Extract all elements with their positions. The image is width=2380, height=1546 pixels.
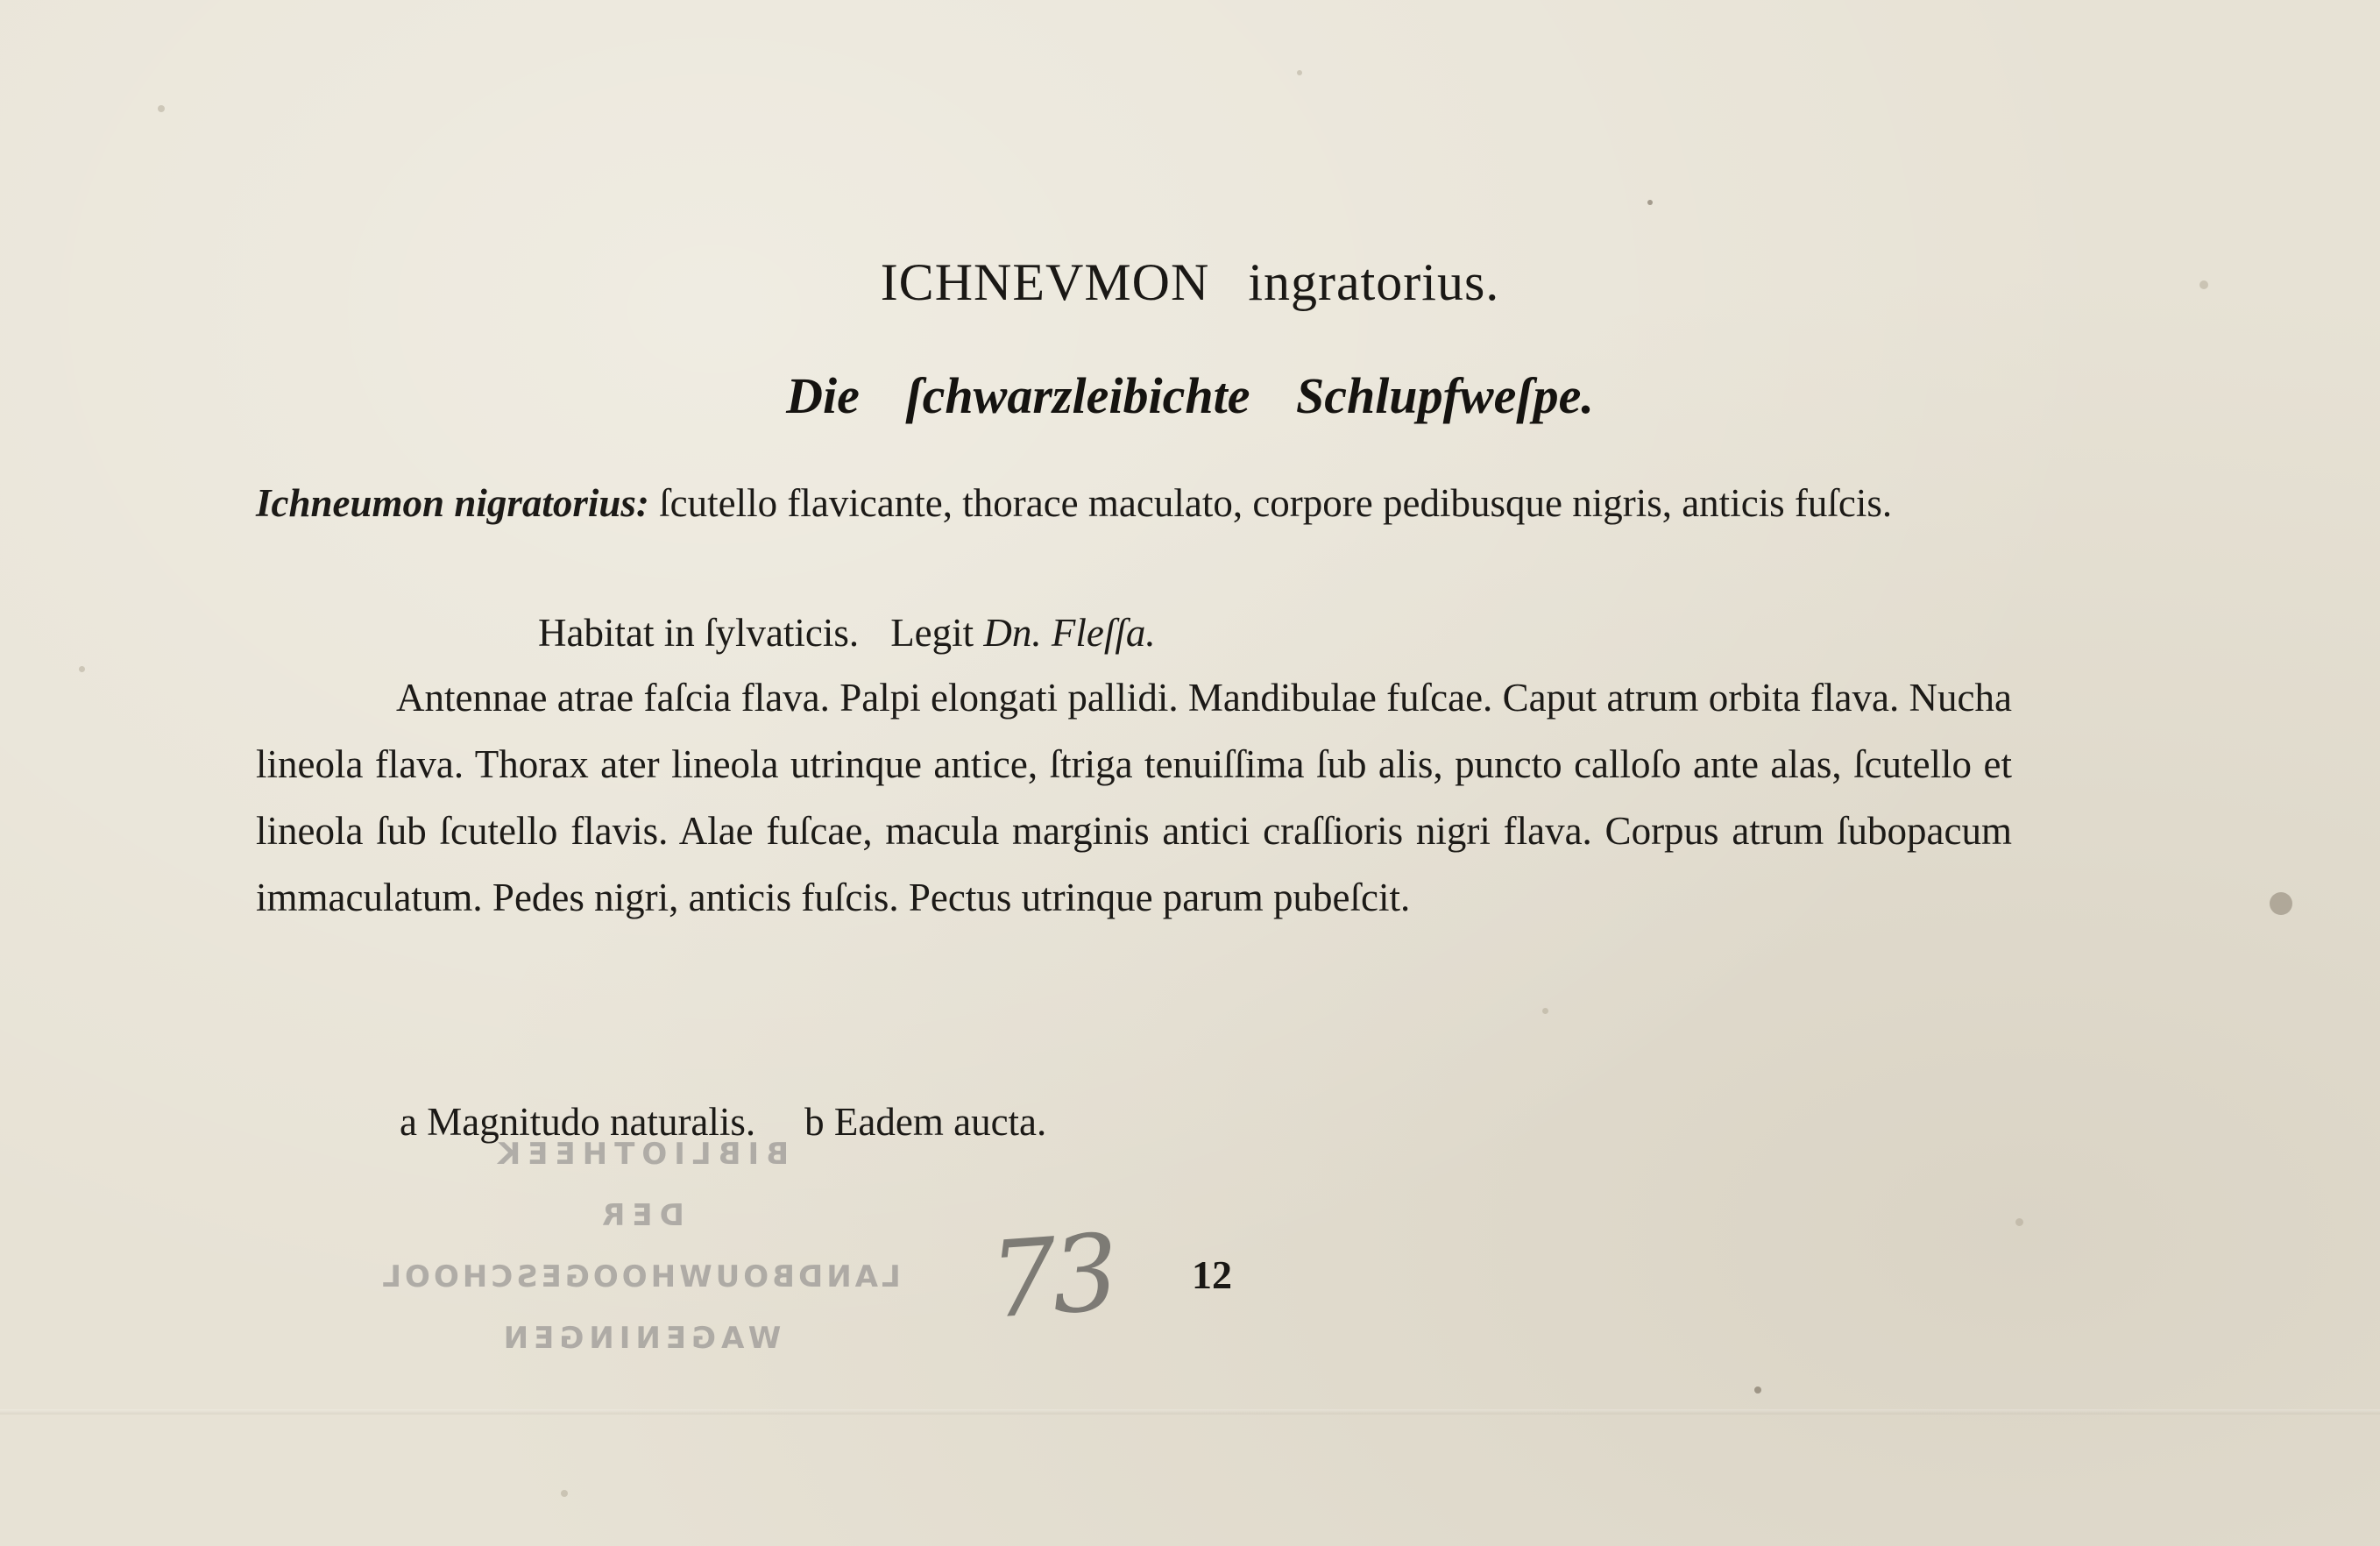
description-paragraph: Antennae atrae faſcia flava. Palpi elongati pallidi. Mandibulae fuſcae. Caput atrum orbita flava. Nucha lineola flava. Thorax ater lineola utrinque antice, ſtriga tenuiſſima ſub alis, puncto calloſo ante alas, ſcutello et lineola ſub ſcutello flavis. Alae fuſcae, macula marginis antici craſſioris nigri flava. Corpus atrum ſubopacum immaculatum. Pedes nigri, anticis fuſcis. Pectus utrinque parum pubeſcit.	[256, 676, 2012, 919]
title-species: ingratorius.	[1248, 253, 1500, 311]
legit-label: Legit	[890, 611, 974, 655]
paper-speck	[1754, 1386, 1761, 1394]
paper-speck	[79, 666, 85, 672]
paper-fold-line	[0, 1409, 2380, 1415]
stamp-line-2: DER	[595, 1198, 684, 1233]
page-number: 12	[1192, 1252, 1232, 1297]
paper-speck	[2270, 892, 2292, 915]
legend-b: b Eadem aucta.	[804, 1100, 1047, 1144]
diagnosis-name: Ichneumon nigratorius:	[256, 481, 649, 525]
title-genus: ICHNEVMON	[880, 253, 1210, 311]
legend-a: a Magnitudo naturalis.	[400, 1100, 756, 1144]
figure-legend	[400, 1089, 1451, 1155]
page-subtitle: Die ſchwarzleibichte Schlupfweſpe.	[786, 367, 1594, 424]
paper-speck	[1542, 1008, 1548, 1014]
habitat-line	[538, 599, 1940, 666]
diagnosis-paragraph	[256, 470, 2152, 536]
habitat-text: Habitat in ſylvaticis.	[538, 611, 860, 655]
paper-speck	[561, 1490, 568, 1497]
library-stamp	[324, 1129, 955, 1374]
paper-speck	[2015, 1218, 2023, 1226]
handwritten-number: 73	[986, 1212, 1118, 1343]
stamp-line-1: BIBLIOTHEEK	[490, 1137, 790, 1172]
page-title	[0, 252, 2380, 313]
diagnosis-text: ſcutello flavicante, thorace maculato, corpore pedibusque nigris, anticis fuſcis.	[659, 481, 1893, 525]
paper-speck	[158, 105, 165, 112]
stamp-line-4: WAGENINGEN	[498, 1321, 782, 1356]
stamp-line-3: LANDBOUWHOOGESCHOOL	[379, 1259, 901, 1294]
legit-name: Dn. Fleſſa.	[983, 611, 1156, 655]
paper-speck	[1297, 70, 1302, 75]
paper-speck	[1647, 200, 1653, 205]
